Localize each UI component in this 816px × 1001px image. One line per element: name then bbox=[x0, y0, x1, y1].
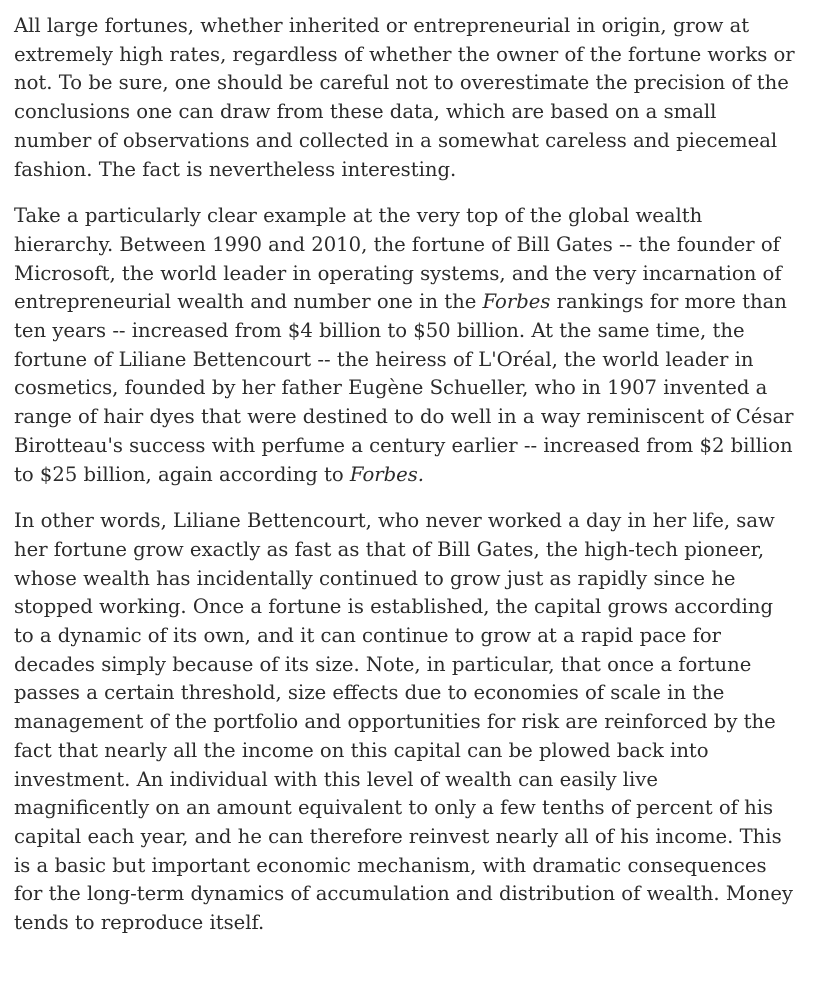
paragraph-1: All large fortunes, whether inherited or entrepreneurial in origin, grow at extremely high rates, regardless of whether the owner of the fortune works or not. To be sure, one should be careful not to overestimate the precision of the conclusions one can draw from these data, which are based on a small number of observations and collected in a somewhat careless and piecemeal fashion. The fact is nevertheless interesting. bbox=[14, 14, 795, 181]
forbes-italic-1: Forbes bbox=[482, 290, 551, 314]
paragraph-2-text-a: Take a particularly clear example at the very top of the global wealth hierarchy. Between 1990 and 2010, the fortune of Bill Gates -- the founder of Microsoft, the world leader in operating systems, and the very incarnation of entrepreneurial wealth and number one in the bbox=[14, 204, 782, 314]
paragraph-3: In other words, Liliane Bettencourt, who never worked a day in her life, saw her fortune grow exactly as fast as that of Bill Gates, the high-tech pioneer, whose wealth has incidentally continued to grow just as rapidly since he stopped working. Once a fortune is established, the capital grows according to a dynamic of its own, and it can continue to grow at a rapid pace for decades simply because of its size. Note, in particular, that once a fortune passes a certain threshold, size effects due to economies of scale in the management of the portfolio and opportunities for risk are reinforced by the fact that nearly all the income on this capital can be plowed back into investment. An individual with this level of wealth can easily live magnificently on an amount equivalent to only a few tenths of percent of his capital each year, and he can therefore reinvest nearly all of his income. This is a basic but important economic mechanism, with dramatic consequences for the long-term dynamics of accumulation and distribution of wealth. Money tends to reproduce itself. bbox=[14, 509, 793, 935]
paragraph-2 bbox=[14, 202, 796, 489]
paragraph-2-text-b: rankings for more than ten years -- increased from $4 billion to $50 billion. At the same time, the fortune of Liliane Bettencourt -- the heiress of L'Oréal, the world leader in cosmetics, founded by her father Eugène Schueller, who in 1907 invented a range of hair dyes that were destined to do well in a way reminiscent of César Birotteau's success with perfume a century earlier -- increased from $2 billion to $25 billion, again according to bbox=[14, 290, 794, 486]
forbes-italic-2: Forbes. bbox=[349, 462, 425, 486]
